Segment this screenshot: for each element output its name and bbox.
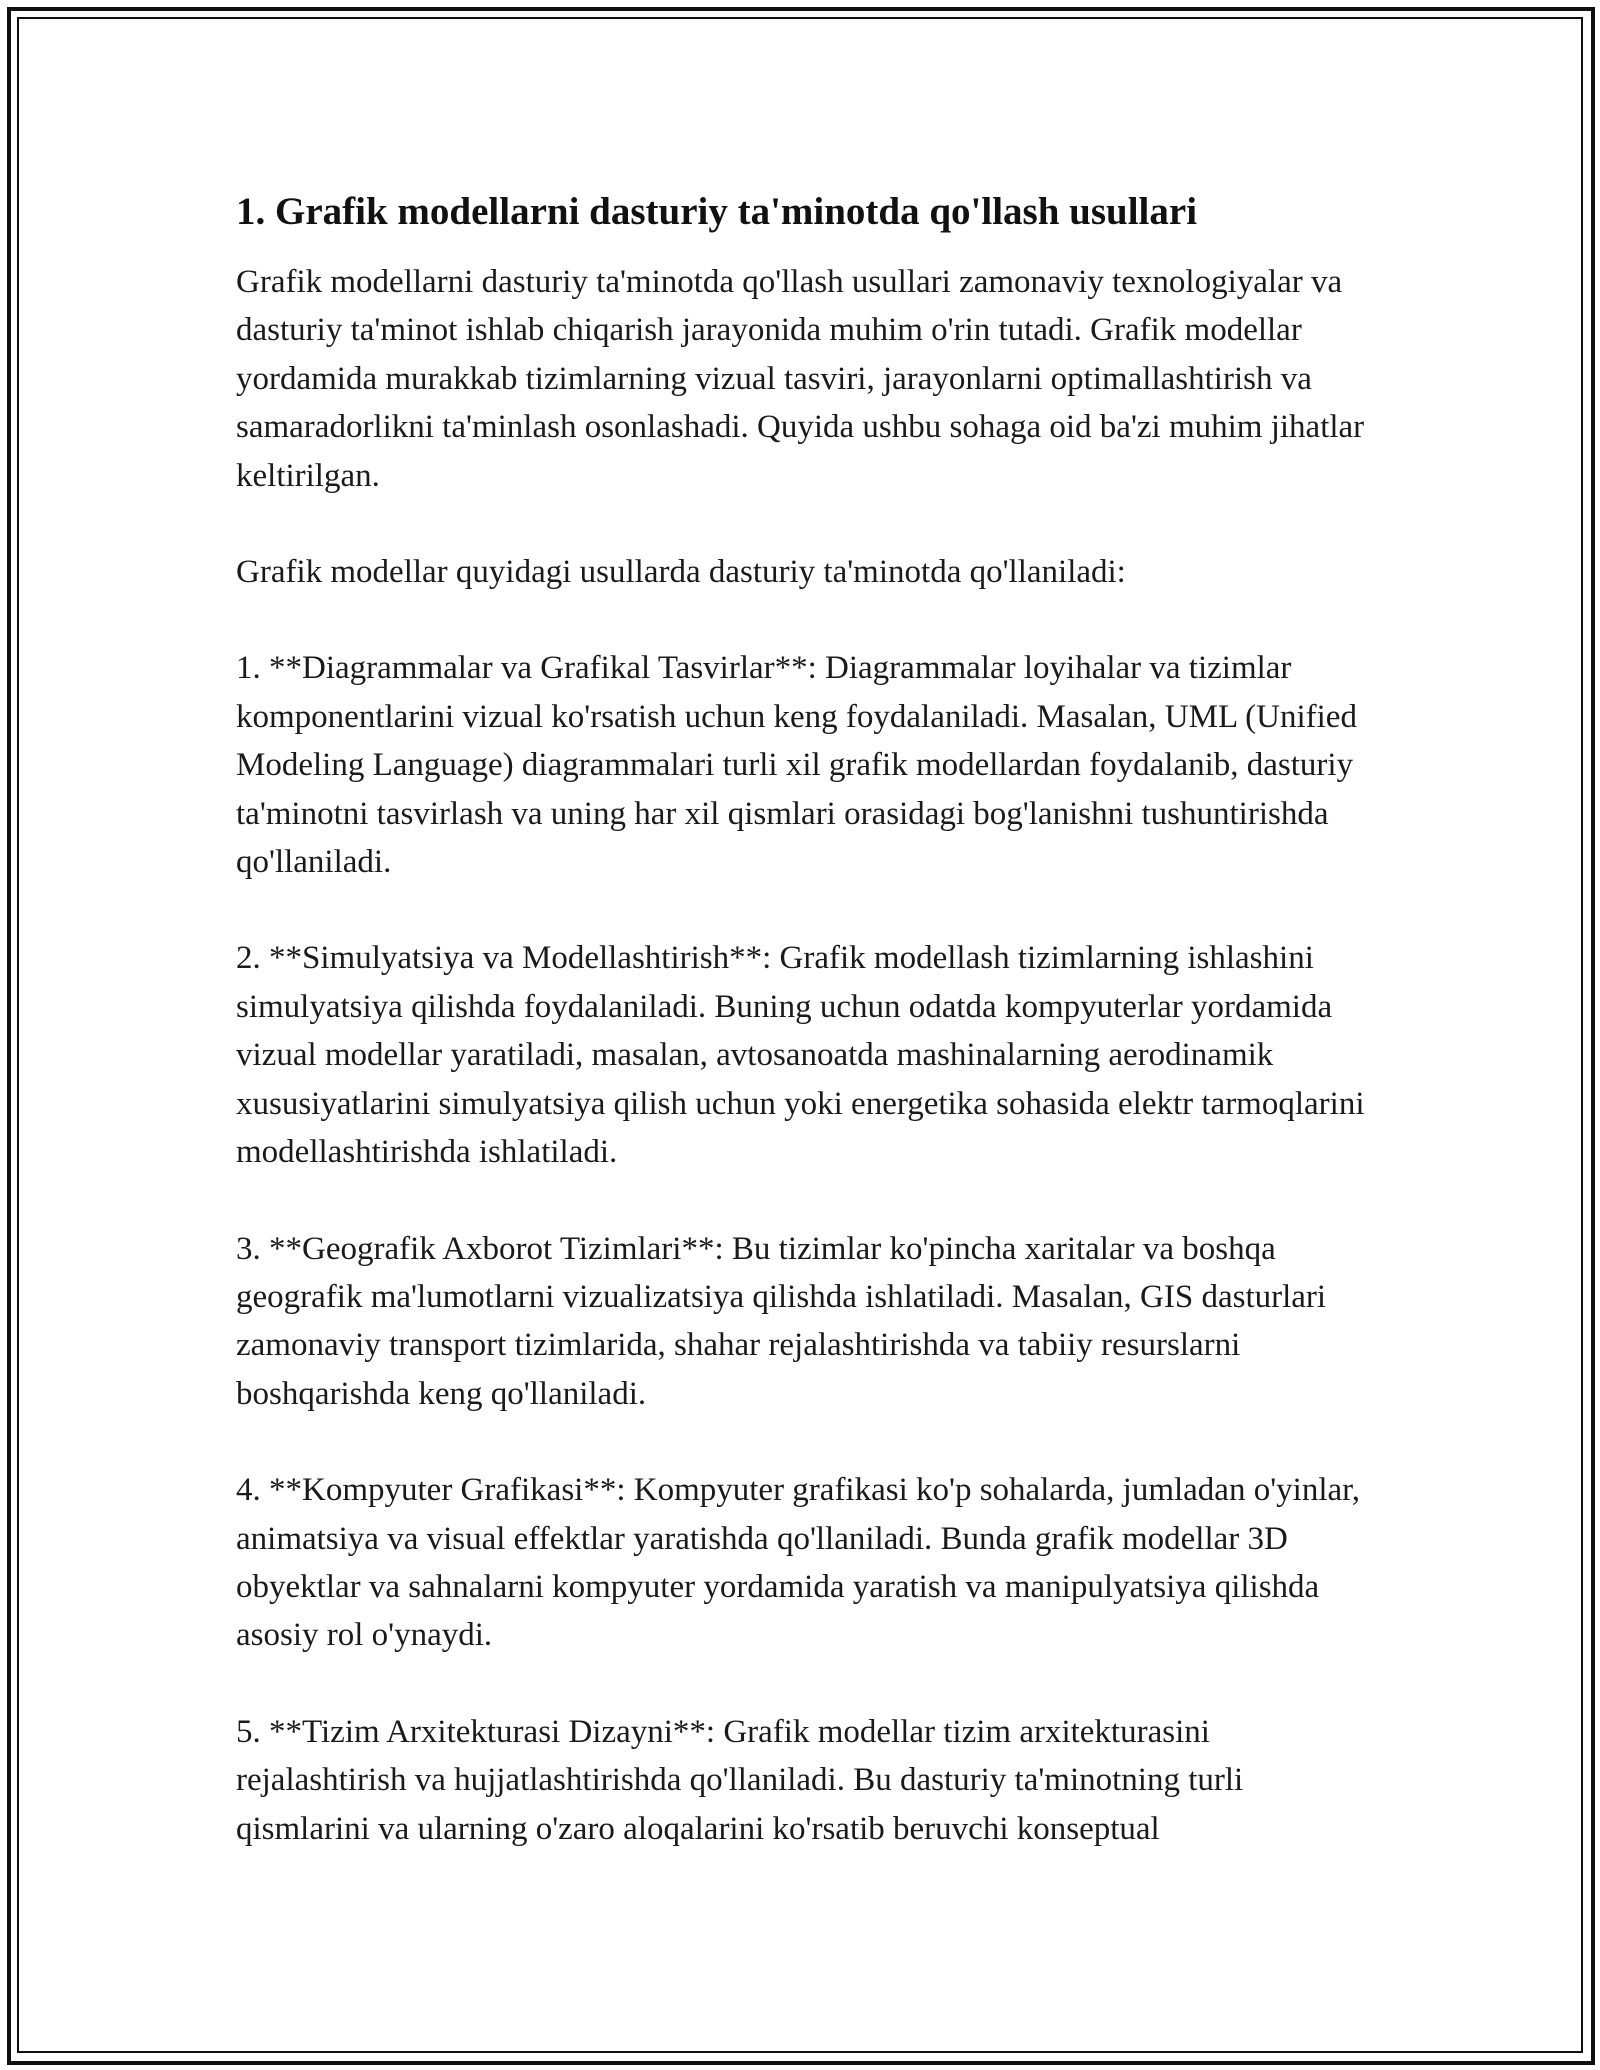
document-body [236,186,1376,1901]
intro-paragraph: Grafik modellarni dasturiy ta'minotda qo'llash usullari zamonaviy texnologiyalar va dasturiy ta'minot ishlab chiqarish jarayonida muhim o'rin tutadi. Grafik modellar yordamida murakkab tizimlarning vizual tasviri, jarayonlarni optimallashtirish va samaradorlikni ta'minlash osonlashadi. Quyida ushbu sohaga oid ba'zi muhim jihatlar keltirilgan. [236,264,1365,494]
usage-lead-paragraph: Grafik modellar quyidagi usullarda dasturiy ta'minotda qo'llaniladi: [236,554,1126,591]
section-title: 1. Grafik modellarni dasturiy ta'minotda qo'llash usullari [236,190,1198,233]
list-item-system-architecture: 5. **Tizim Arxitekturasi Dizayni**: Grafik modellar tizim arxitekturasini rejalashtirish va hujjatlashtirishda qo'llaniladi. Bu dasturiy ta'minotning turli qismlarini va ularning o'zaro aloqalarini ko'rsatib beruvchi konseptual [236,1713,1244,1847]
list-item-diagrams: 1. **Diagrammalar va Grafikal Tasvirlar**: Diagrammalar loyihalar va tizimlar komponentlarini vizual ko'rsatish uchun keng foydalaniladi. Masalan, UML (Unified Modeling Language) diagrammalari turli xil grafik modellardan foydalanib, dasturiy ta'minotni tasvirlash va uning har xil qismlari orasidagi bog'lanishni tushuntirishda qo'llaniladi. [236,650,1357,881]
list-item-computer-graphics: 4. **Kompyuter Grafikasi**: Kompyuter grafikasi ko'p sohalarda, jumladan o'yinlar, animatsiya va visual effektlar yaratishda qo'llaniladi. Bunda grafik modellar 3D obyektlar va sahnalarni kompyuter yordamida yaratish va manipulyatsiya qilishda asosiy rol o'ynaydi. [236,1472,1361,1654]
list-item-gis: 3. **Geografik Axborot Tizimlari**: Bu tizimlar ko'pincha xaritalar va boshqa geografik ma'lumotlarni vizualizatsiya qilishda ishlatiladi. Masalan, GIS dasturlari zamonaviy transport tizimlarida, shahar rejalashtirishda va tabiiy resurslarni boshqarishda keng qo'llaniladi. [236,1230,1327,1412]
list-item-simulation: 2. **Simulyatsiya va Modellashtirish**: Grafik modellash tizimlarning ishlashini simulyatsiya qilishda foydalaniladi. Buning uchun odatda kompyuterlar yordamida vizual modellar yaratiladi, masalan, avtosanoatda mashinalarning aerodinamik xususiyatlarini simulyatsiya qilish uchun yoki energetika sohasida elektr tarmoqlarini modellashtirishda ishlatiladi. [236,940,1365,1171]
